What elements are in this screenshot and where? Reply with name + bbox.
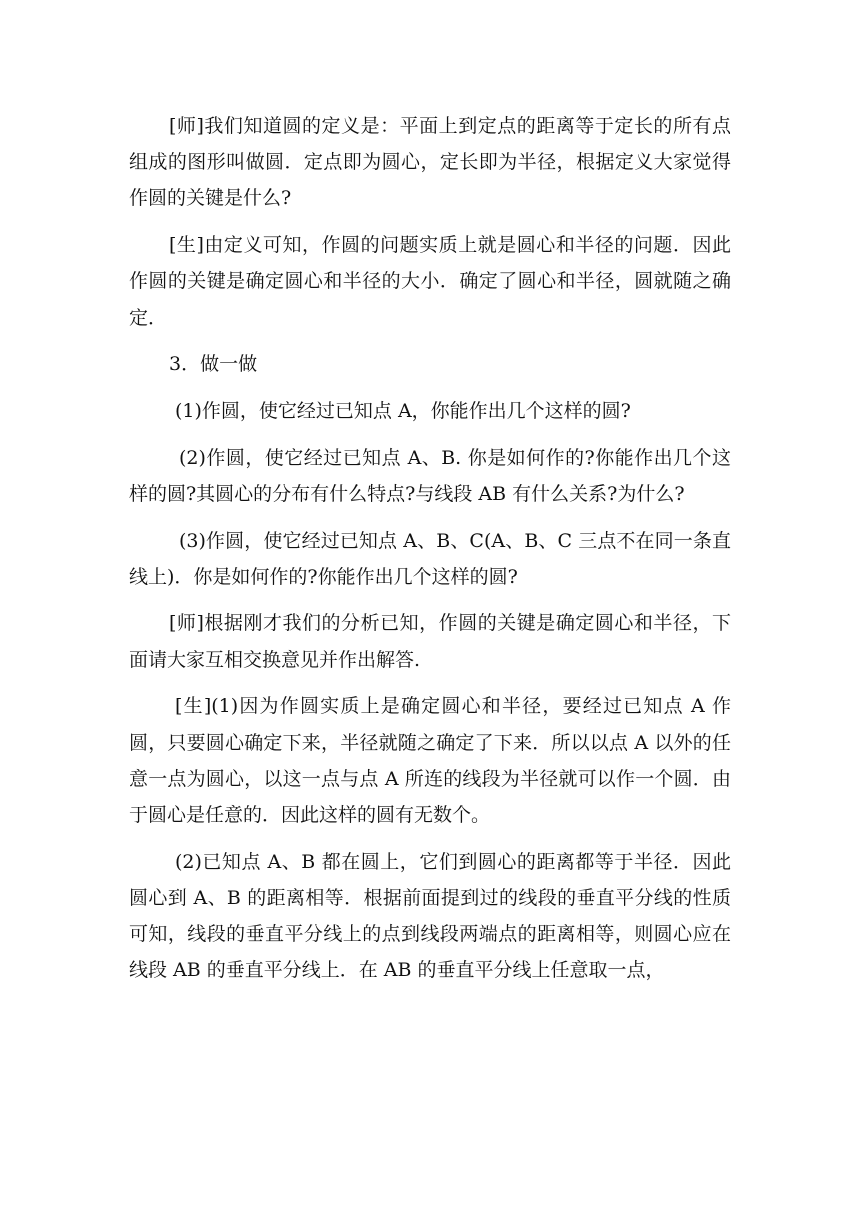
section-heading: 3．做一做 — [169, 353, 258, 376]
question-2: (2)作圆，使它经过已知点 A、B. 你是如何作的?你能作出几个这样的圆?其圆心的分布有什么特点?与线段 AB 有什么关系?为什么? — [129, 446, 731, 505]
paragraph-teacher-analysis: [师]根据刚才我们的分析已知，作圆的关键是确定圆心和半径，下面请大家互相交换意见并作出解答. — [129, 612, 731, 671]
question-3: (3)作圆，使它经过已知点 A、B、C(A、B、C 三点不在同一条直线上)．你是如何作的?你能作出几个这样的圆? — [129, 529, 731, 588]
paragraph-student-solution-2: (2)已知点 A、B 都在圆上，它们到圆心的距离都等于半径．因此圆心到 A、B 的距离相等．根据前面提到过的线段的垂直平分线的性质可知，线段的垂直平分线上的点到线段两端点的距离相等，则圆心应在线段 AB 的垂直平分线上．在 AB 的垂直平分线上任意取一点， — [129, 850, 731, 982]
question-1: (1)作圆，使它经过已知点 A，你能作出几个这样的圆? — [175, 399, 631, 422]
paragraph-teacher-definition: [师]我们知道圆的定义是：平面上到定点的距离等于定长的所有点组成的图形叫做圆．定点即为圆心，定长即为半径，根据定义大家觉得作圆的关键是什么? — [129, 115, 731, 210]
paragraph-student-solution-1: [生](1)因为作圆实质上是确定圆心和半径，要经过已知点 A 作圆，只要圆心确定下来，半径就随之确定了下来．所以以点 A 以外的任意一点为圆心，以这一点与点 A 所连的线段为半径就可以作一个圆．由于圆心是任意的．因此这样的圆有无数个。 — [129, 695, 731, 826]
document-body — [129, 108, 731, 999]
paragraph-student-answer: [生]由定义可知，作圆的问题实质上就是圆心和半径的问题．因此作圆的关键是确定圆心和半径的大小．确定了圆心和半径，圆就随之确定． — [129, 234, 731, 329]
